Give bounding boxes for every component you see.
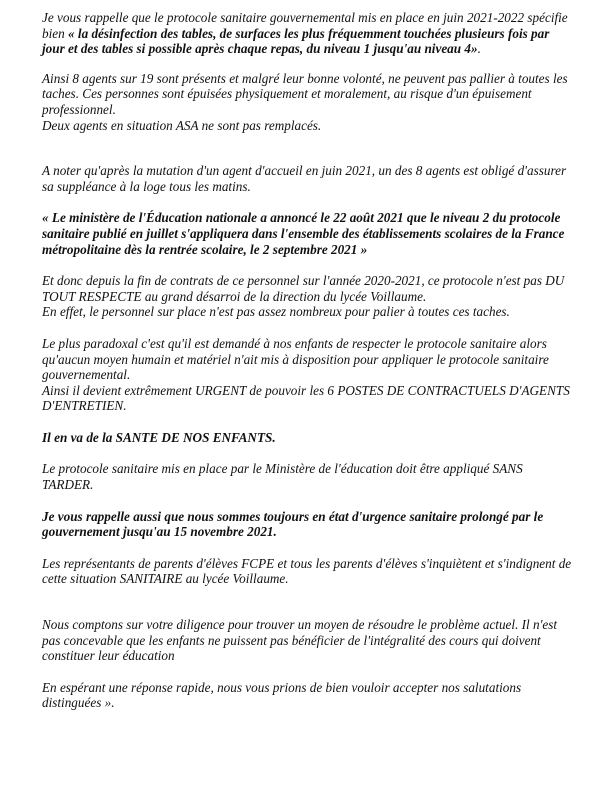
paragraph-apply-protocol: Le protocole sanitaire mis en place par le Ministère de l'éducation doit être appliqué SANS TARDER.: [42, 461, 523, 493]
contracts-end-text: Et donc depuis la fin de contrats de ce personnel sur l'année 2020-2021, ce protocole n'est pas DU TOUT RESPECTE au grand désarroi de la direction du lycée Voillaume.: [42, 273, 565, 304]
paragraph-children-health: Il en va de la SANTE DE NOS ENFANTS.: [42, 429, 276, 445]
paradox-text: Le plus paradoxal c'est qu'il est demandé à nos enfants de respecter le protocole sanitaire alors qu'aucun moyen humain et matériel n'ait mis à disposition pour appliquer le protocole sanitaire gouvernemental.: [42, 335, 549, 383]
protocol-intro-text: Je vous rappelle que le protocole sanitaire gouvernemental mis en place en juin 2021-2022 spécifie bien: [42, 10, 568, 41]
paragraph-ministry-quote: « Le ministère de l'Éducation nationale a annoncé le 22 août 2021 que le niveau 2 du protocole sanitaire publié en juillet s'appliquera dans l'ensemble des établissements scolaires de la France métropolitaine dès la rentrée scolaire, le 2 septembre 2021 »: [42, 210, 565, 257]
staff-insufficient-text: En effet, le personnel sur place n'est pas assez nombreux pour palier à toutes ces taches.: [42, 304, 510, 320]
protocol-end-punct: .: [477, 41, 481, 57]
agents-present-text: Ainsi 8 agents sur 19 sont présents et malgré leur bonne volonté, ne peuvent pas pallier à toutes les taches. Ces personnes sont épuisées physiquement et moralement, au risque d'un épuisement professionnel.: [42, 70, 568, 117]
protocol-quote-bold: « la désinfection des tables, de surfaces les plus fréquemment touchées plusieurs fois par jour et des tables si possible après chaque repas, du niveau 1 jusqu'au niveau 4»: [42, 25, 550, 57]
asa-agents-text: Deux agents en situation ASA ne sont pas remplacés.: [42, 117, 322, 133]
paragraph-closing: En espérant une réponse rapide, nous vous prions de bien vouloir accepter nos salutations distinguées ».: [42, 679, 522, 711]
paragraph-fcpe-representatives: Les représentants de parents d'élèves FCPE et tous les parents d'élèves s'inquiètent et s'indignent de cette situation SANITAIRE au lycée Voillaume.: [42, 555, 572, 587]
paragraph-paradox: [42, 336, 574, 414]
urgent-posts-text: Ainsi il devient extrêmement URGENT de pouvoir les 6 POSTES DE CONTRACTUELS D'AGENTS D'ENTRETIEN.: [42, 382, 570, 414]
paragraph-health-emergency: Je vous rappelle aussi que nous sommes toujours en état d'urgence sanitaire prolongé par le gouvernement jusqu'au 15 novembre 2021.: [42, 508, 544, 540]
paragraph-mutation-note: A noter qu'après la mutation d'un agent d'accueil en juin 2021, un des 8 agents est obligé d'assurer sa suppléance à la loge tous les matins.: [42, 163, 567, 194]
paragraph-diligence: Nous comptons sur votre diligence pour trouver un moyen de résoudre le problème actuel. Il n'est pas concevable que les enfants ne puissent pas bénéficier de l'intégralité des cours qui doivent constituer leur éducation: [42, 617, 558, 664]
paragraph-protocol-reminder: [42, 10, 574, 57]
paragraph-agents-status: [42, 71, 574, 133]
paragraph-contracts-end: [42, 273, 574, 320]
letter-body: [42, 10, 574, 711]
